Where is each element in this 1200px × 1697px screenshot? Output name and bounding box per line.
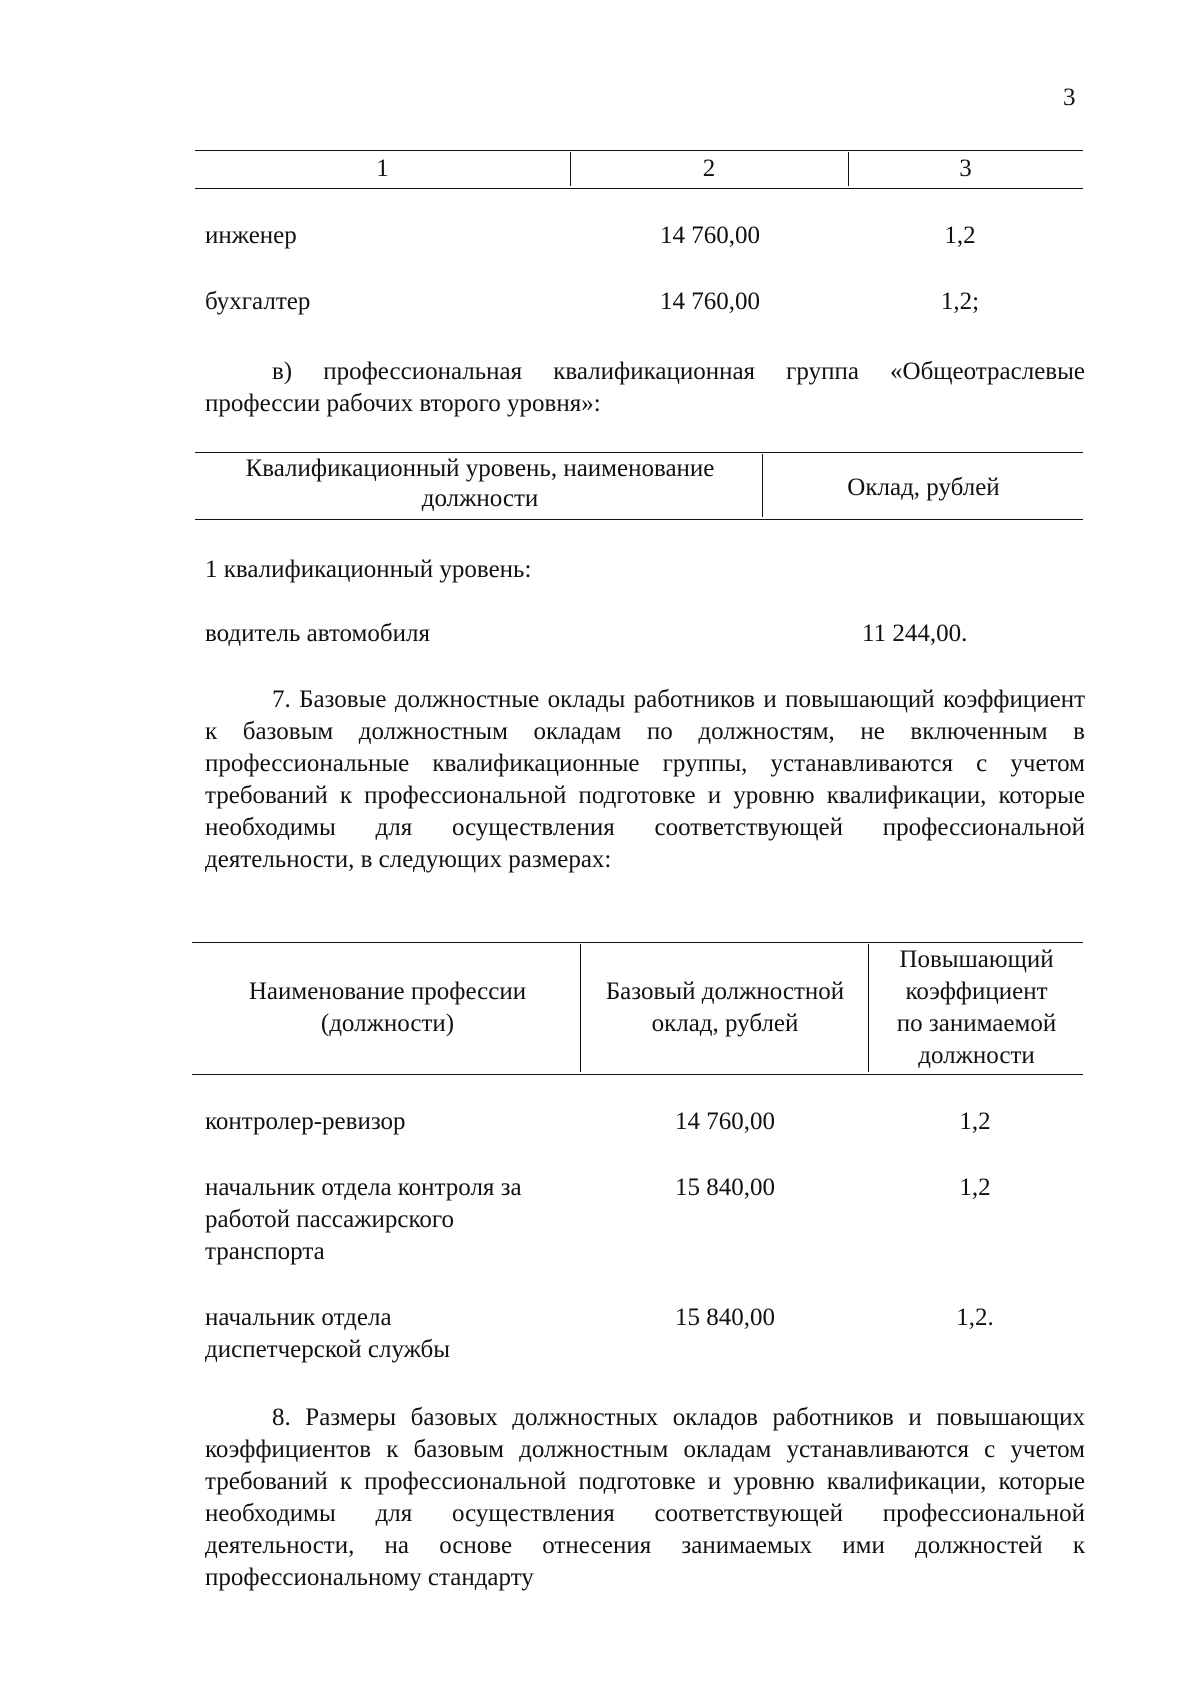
table-top-rule xyxy=(195,150,1083,151)
coefficient-value: 1,2. xyxy=(956,1304,994,1331)
header-coefficient: Повышающий коэффициент по занимаемой должности xyxy=(896,946,1057,1069)
salary-value: 11 244,00. xyxy=(862,620,968,647)
table-header-rule xyxy=(195,519,1083,520)
salary-value: 15 840,00 xyxy=(675,1174,775,1201)
page-number: 3 xyxy=(1063,84,1076,111)
qualification-level-label: 1 квалификационный уровень: xyxy=(205,556,532,583)
header-qualification-level: Квалификационный уровень, наименование должности xyxy=(245,455,715,512)
position-name: начальник отдела диспетчерской службы xyxy=(205,1304,451,1363)
column-divider xyxy=(762,454,763,517)
header-profession-name: Наименование профессии (должности) xyxy=(248,978,527,1037)
section-v-intro: в) профессиональная квалификационная группа «Общеотраслевые профессии рабочих второго уровня»: xyxy=(205,358,1085,417)
position-name: начальник отдела контроля за работой пассажирского транспорта xyxy=(205,1174,522,1265)
column-divider xyxy=(868,944,869,1072)
position-name: инженер xyxy=(205,222,297,249)
coefficient-value: 1,2 xyxy=(959,1108,991,1135)
position-name: водитель автомобиля xyxy=(205,620,430,647)
salary-value: 14 760,00 xyxy=(675,1108,775,1135)
column-number-2: 2 xyxy=(702,155,716,182)
column-number-3: 3 xyxy=(959,155,972,182)
paragraph-8: 8. Размеры базовых должностных окладов работников и повышающих коэффициентов к базовым должностным окладам устанавливаются с учетом требований к профессиональной подготовке и уровню квалификации, которые необходимы для осуществления соответствующей профессиональной деятельности, на основе отнесения занимаемых ими должностей к профессиональному стандарту xyxy=(205,1404,1085,1591)
coefficient-value: 1,2 xyxy=(959,1174,991,1201)
salary-value: 14 760,00 xyxy=(660,222,760,249)
paragraph-7: 7. Базовые должностные оклады работников и повышающий коэффициент к базовым должностным окладам по должностям, не включенным в профессиональные квалификационные группы, устанавливаются с учетом требований к профессиональной подготовке и уровню квалификации, которые необходимы для осуществления соответствующей профессиональной деятельности, в следующих размерах: xyxy=(205,686,1085,873)
header-salary: Оклад, рублей xyxy=(847,474,1000,501)
salary-value: 15 840,00 xyxy=(675,1304,775,1331)
column-number-1: 1 xyxy=(376,155,389,182)
table-top-rule xyxy=(192,942,1083,943)
table-header-rule xyxy=(195,188,1083,189)
salary-value: 14 760,00 xyxy=(660,288,760,315)
position-name: бухгалтер xyxy=(205,288,311,315)
position-name: контролер-ревизор xyxy=(205,1108,406,1135)
table-header-rule xyxy=(192,1074,1083,1075)
column-divider xyxy=(580,944,581,1072)
header-base-salary: Базовый должностной оклад, рублей xyxy=(605,978,845,1037)
coefficient-value: 1,2; xyxy=(940,288,980,315)
coefficient-value: 1,2 xyxy=(944,222,976,249)
table-top-rule xyxy=(195,452,1083,453)
